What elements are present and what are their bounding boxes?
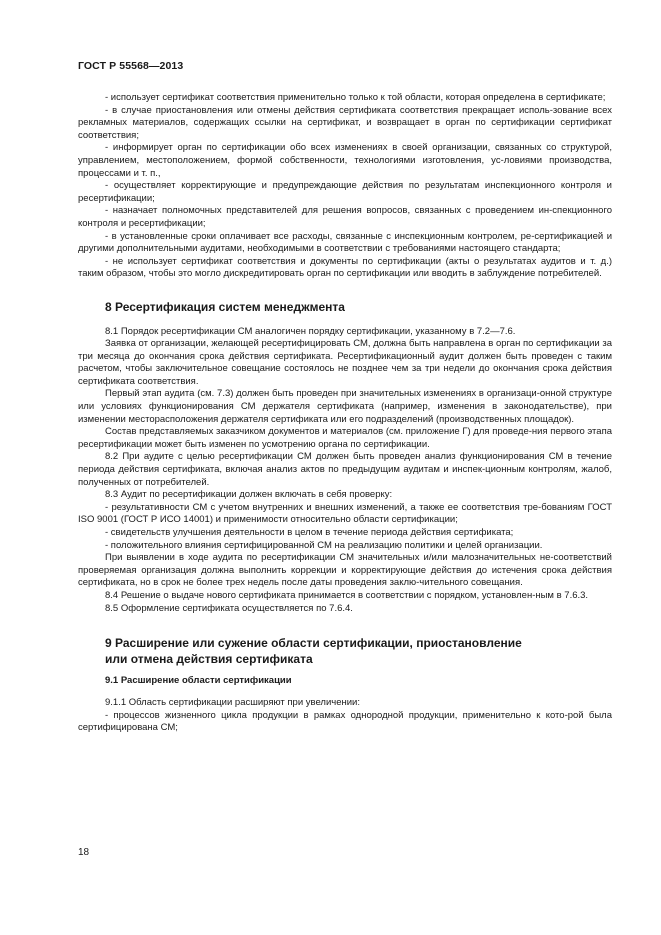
- list-item: - положительного влияния сертифицированной СМ на реализацию политики и целей организации.: [105, 539, 543, 551]
- list-item: - назначает полномочных представителей для решения вопросов, связанных с проведением ин-спекционного контроля и ресертификации;: [78, 205, 612, 229]
- list-item: - процессов жизненного цикла продукции в рамках однородной продукции, применительно к кото-рой была сертифицирована СМ;: [78, 709, 612, 734]
- section-9-heading-line-2: или отмена действия сертификата: [105, 651, 313, 666]
- paragraph: 8.3 Аудит по ресертификации должен включать в себя проверку:: [105, 489, 393, 501]
- paragraph: Заявка от организации, желающей ресертифицировать СМ, должна быть направлена в орган по сертификации за три месяца до окончания срока действия сертификата. Ресертификационный аудит должен быть проведен с таким расчетом, чтобы заключительное совещание состоялось не позднее чем за три недели до окончания срока действия сертификата соответствия.: [78, 338, 612, 387]
- paragraph: 8.4 Решение о выдаче нового сертификата принимается в соответствии с порядком, установлен-ным в 7.6.3.: [105, 589, 589, 601]
- list-item: - информирует орган по сертификации обо всех изменениях в своей организации, связанных со структурой, управлением, местоположением, формой собственности, технологиями изготовления, ус-ловиями производства, процессами и т. п.,: [78, 142, 612, 179]
- paragraph: При выявлении в ходе аудита по ресертификации СМ значительных и/или малозначительных не-соответствий проверяемая организация должна выполнить коррекции и корректирующие действия до истечения срока действия сертификата, но в срок не более трех недель после даты проведения заклю-чительного совещания.: [78, 552, 612, 589]
- section-9-heading: [78, 636, 612, 667]
- paragraph: 8.2 При аудите с целью ресертификации СМ должен быть проведен анализ функционирования СМ в течение периода действия сертификата, включая анализ актов по предыдущим аудитам и инспек-ционным контролям, жалоб, полученных от потребителей.: [78, 451, 612, 488]
- paragraph: 9.1.1 Область сертификации расширяют при увеличении:: [105, 696, 361, 708]
- paragraph: 8.1 Порядок ресертификации СМ аналогичен порядку сертификации, указанному в 7.2—7.6.: [105, 325, 516, 337]
- list-item: - свидетельств улучшения деятельности в целом в течение периода действия сертификата;: [105, 527, 514, 538]
- paragraph: 8.5 Оформление сертификата осуществляется по 7.6.4.: [105, 602, 353, 614]
- paragraph: Состав представляемых заказчиком документов и материалов (см. приложение Г) для проведе-ния первого этапа ресертификации может быть изменен по усмотрению органа по сертификации.: [78, 426, 612, 450]
- list-item: - результативности СМ с учетом внутренних и внешних изменений, а также ее соответствия тре-бованиям ГОСТ ISO 9001 (ГОСТ Р ИСО 14001) и применимости относительно области сертификации;: [78, 501, 612, 526]
- paragraph: Первый этап аудита (см. 7.3) должен быть проведен при значительных изменениях в организаци-онной структуре или условиях функционирования СМ держателя сертификата (например, изменения в законодательстве), при изменении месторасположения держателя сертификата или его подразделений (производственных площадок).: [78, 388, 612, 425]
- page-number: 18: [78, 847, 90, 858]
- list-item: - осуществляет корректирующие и предупреждающие действия по результатам инспекционного контроля и ресертификации;: [78, 180, 612, 204]
- document-header: ГОСТ Р 55568—2013: [78, 60, 184, 72]
- section-9-heading-line-1: 9 Расширение или сужение области сертификации, приостановление: [105, 636, 522, 651]
- list-item: - в установленные сроки оплачивает все расходы, связанные с инспекционным контролем, ре-сертификацией и другими дополнительными аудитами, необходимыми в соответствии с требованиями настоящего стандарта;: [78, 230, 612, 255]
- list-item: - в случае приостановления или отмены действия сертификата соответствия прекращает исполь-зование всех рекламных материалов, содержащих ссылки на сертификат, и возвращает в орган по сертификации сертификат соответствия;: [78, 104, 612, 141]
- section-8-heading: 8 Ресертификация систем менеджмента: [105, 299, 345, 314]
- document-body: [78, 92, 612, 735]
- list-item: - использует сертификат соответствия применительно только к той области, которая определена в сертификате;: [105, 92, 606, 103]
- subsection-9-1-heading: 9.1 Расширение области сертификации: [105, 675, 292, 687]
- list-item: - не использует сертификат соответствия и документы по сертификации (акты о результатах аудитов и т. д.) таким образом, чтобы это могло дискредитировать орган по сертификации или вводить в заблуждение потребителей.: [78, 255, 612, 280]
